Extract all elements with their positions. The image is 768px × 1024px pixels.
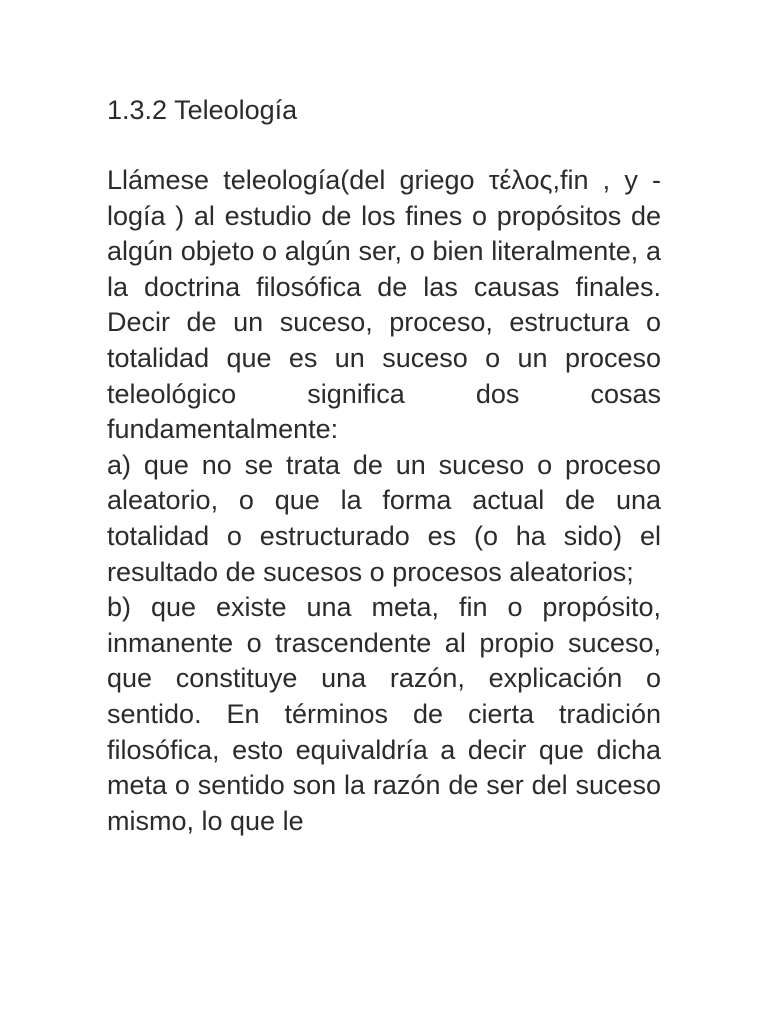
- paragraph-point-b: b) que existe una meta, fin o propósito, inmanente o trascendente al propio suceso, que constituye una razón, explicación o sentido. En términos de cierta tradición filosófica, esto equivaldría a decir que dicha meta o sentido son la razón de ser del suceso mismo, lo que le: [107, 592, 661, 836]
- section-heading: 1.3.2 Teleología: [107, 95, 298, 125]
- paragraph-point-a: a) que no se trata de un suceso o proceso aleatorio, o que la forma actual de una totalidad o estructurado es (o ha sido) el resultado de sucesos o procesos aleatorios;: [107, 449, 661, 587]
- paragraph-intro: Llámese teleología(del griego τέλος,fin , y -logía ) al estudio de los fines o propósitos de algún objeto o algún ser, o bien literalmente, a la doctrina filosófica de las causas finales. Decir de un suceso, proceso, estructura o totalidad que es un suceso o un proceso teleológico significa dos cosas fundamentalmente:: [107, 165, 661, 445]
- spacer: [107, 128, 661, 163]
- document-page: [107, 92, 661, 839]
